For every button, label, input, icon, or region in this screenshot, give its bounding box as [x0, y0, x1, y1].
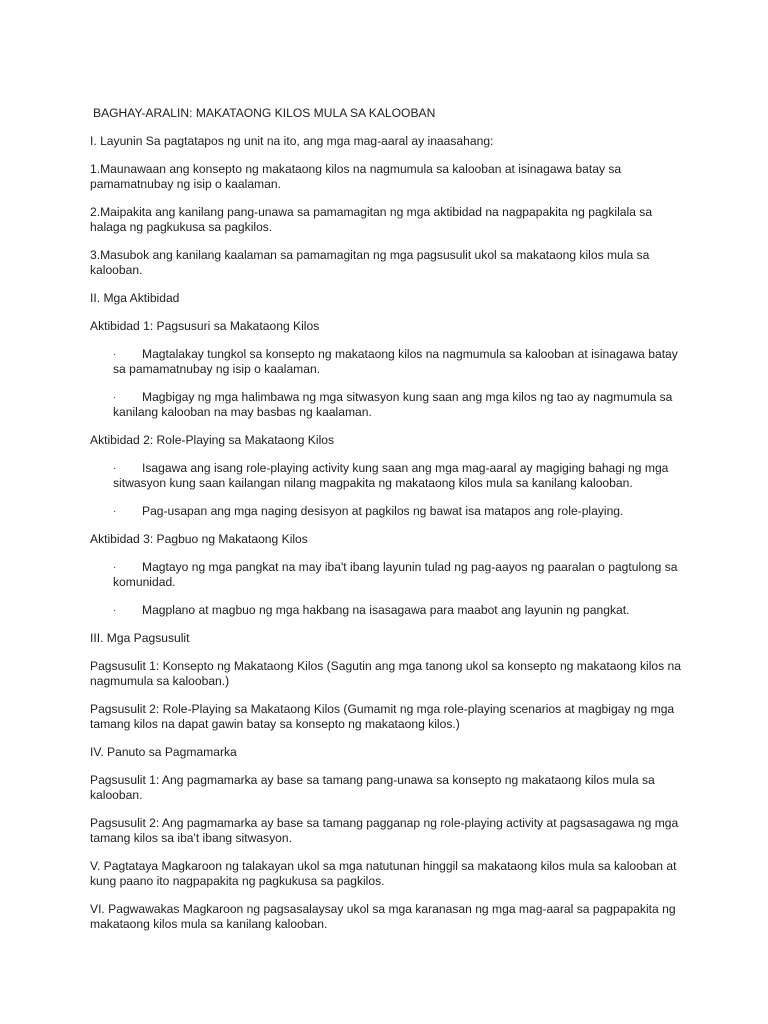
bullet-item	[90, 390, 690, 420]
section-heading-layunin: I. Layunin Sa pagtatapos ng unit na ito, ang mga mag-aaral ay inaasahang:	[90, 134, 494, 148]
document-title: BAGHAY-ARALIN: MAKATAONG KILOS MULA SA KALOOBAN	[93, 106, 436, 120]
objective-item: 2.Maipakita ang kanilang pang-unawa sa pamamagitan ng mga aktibidad na nagpapakita ng pagkilala sa halaga ng pagkukusa sa pagkilos.	[90, 205, 653, 234]
bullet-item	[90, 560, 690, 590]
objective-item: 3.Masubok ang kanilang kaalaman sa pamamagitan ng mga pagsusulit ukol sa makataong kilos mula sa kalooban.	[90, 248, 650, 277]
section-pagtataya: V. Pagtataya Magkaroon ng talakayan ukol sa mga natutunan hinggil sa makataong kilos mula sa kalooban at kung paano ito nagpapakita ng pagkukusa sa pagkilos.	[90, 859, 677, 888]
bullet-item	[90, 504, 690, 519]
bullet-text: Magtalakay tungkol sa konsepto ng makataong kilos na nagmumula sa kalooban at isinagawa batay sa pamamatnubay ng isip o kaalaman.	[113, 347, 678, 376]
bullet-marker: ·	[113, 605, 117, 616]
bullet-text: Magtayo ng mga pangkat na may iba't ibang layunin tulad ng pag-aayos ng paaralan o pagtulong sa komunidad.	[113, 560, 678, 589]
activity-title: Aktibidad 2: Role-Playing sa Makataong Kilos	[90, 433, 335, 447]
section-heading-aktibidad: II. Mga Aktibidad	[90, 291, 180, 305]
grading-item: Pagsusulit 2: Ang pagmamarka ay base sa tamang pagganap ng role-playing activity at pagsasagawa ng mga tamang kilos sa iba't ibang sitwasyon.	[90, 816, 679, 845]
bullet-marker: ·	[113, 562, 117, 573]
bullet-item	[90, 347, 690, 377]
bullet-marker: ·	[113, 349, 117, 360]
bullet-item	[90, 603, 690, 618]
activity-title: Aktibidad 1: Pagsusuri sa Makataong Kilos	[90, 319, 320, 333]
bullet-item	[90, 461, 690, 491]
bullet-marker: ·	[113, 463, 117, 474]
section-pagwawakas: VI. Pagwawakas Magkaroon ng pagsasalaysay ukol sa mga karanasan ng mga mag-aaral sa pagpapakita ng makataong kilos mula sa kanilang kalooban.	[90, 902, 676, 931]
bullet-marker: ·	[113, 506, 117, 517]
bullet-text: Isagawa ang isang role-playing activity kung saan ang mga mag-aaral ay magiging bahagi ng mga sitwasyon kung saan kailangan nilang magpakita ng makataong kilos mula sa kanilang kalooban.	[113, 461, 669, 490]
section-heading-pagsusulit: III. Mga Pagsusulit	[90, 631, 190, 645]
bullet-text: Magbigay ng mga halimbawa ng mga sitwasyon kung saan ang mga kilos ng tao ay nagmumula sa kanilang kalooban na may basbas ng kaalaman.	[113, 390, 673, 419]
bullet-text: Pag-usapan ang mga naging desisyon at pagkilos ng bawat isa matapos ang role-playing.	[142, 504, 624, 518]
grading-item: Pagsusulit 1: Ang pagmamarka ay base sa tamang pang-unawa sa konsepto ng makataong kilos mula sa kalooban.	[90, 773, 655, 802]
document-body	[90, 106, 690, 945]
bullet-text: Magplano at magbuo ng mga hakbang na isasagawa para maabot ang layunin ng pangkat.	[142, 603, 630, 617]
section-heading-pagmamarka: IV. Panuto sa Pagmamarka	[90, 745, 237, 759]
bullet-marker: ·	[113, 392, 117, 403]
test-item: Pagsusulit 2: Role-Playing sa Makataong Kilos (Gumamit ng mga role-playing scenarios at magbigay ng mga tamang kilos na dapat gawin batay sa konsepto ng makataong kilos.)	[90, 702, 675, 731]
test-item: Pagsusulit 1: Konsepto ng Makataong Kilos (Sagutin ang mga tanong ukol sa konsepto ng makataong kilos na nagmumula sa kalooban.)	[90, 659, 681, 688]
activity-title: Aktibidad 3: Pagbuo ng Makataong Kilos	[90, 532, 308, 546]
objective-item: 1.Maunawaan ang konsepto ng makataong kilos na nagmumula sa kalooban at isinagawa batay sa pamamatnubay ng isip o kaalaman.	[90, 162, 622, 191]
